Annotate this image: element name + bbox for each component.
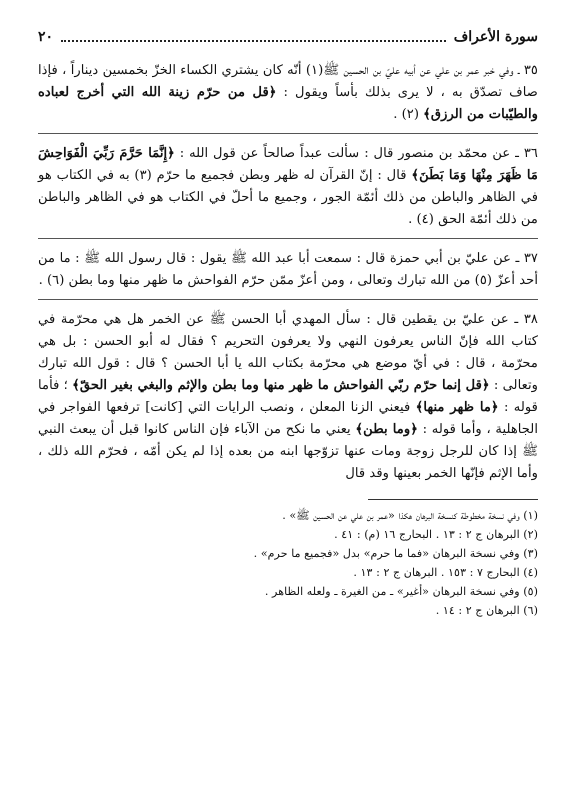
- entry-text: ٣٦ ـ عن محمّد بن منصور قال : سألت عبداً صالحاً عن قول الله :: [174, 146, 538, 161]
- quran-verse: ﴿ما ظهر منها﴾: [415, 400, 499, 415]
- quran-verse: ﴿قل إنما حرّم ربّي الفواحش ما ظهر منها وما بطن والإثم والبغي بغير الحقّ﴾: [72, 378, 490, 393]
- quran-verse: ﴿قل من حرّم زينة الله التي أخرج لعباده والطيّبات من الرزق﴾: [38, 85, 538, 122]
- entry-divider: [38, 299, 538, 300]
- entry-text: فيعني الزنا المعلن ، ونصب الرايات التي [كانت] ترفعها الفواجر في الجاهلية ، وأما قوله :: [38, 400, 538, 437]
- footnote: (٥) وفي نسخة البرهان «أغير» ـ من الغيرة ـ ولعله الظاهر .: [264, 585, 538, 598]
- footnote: (٣) وفي نسخة البرهان «فما ما حرم» بدل «فجميع ما حرم» .: [253, 547, 538, 560]
- entry-text: يعني ما نكح من الآباء فإن الناس كانوا قبل أن يبعث النبي ﷺ إذا كان للرجل زوجة ومات عنها تزوّجها ابنه من بعده إذا لم يكن أمّه ، فحرّم الله ذلك ، وأما الإثم فإنّها الخمر بعينها وقد قال: [38, 422, 538, 481]
- footnote: (١) وفي نسخة مخطوطة كنسخة البرهان هكذا «عمر بن علي عن الحسين ﷺ» .: [282, 509, 538, 522]
- entry-text: ٣٥ ـ وفي خبر عمر بن علي عن أبيه عليّ بن الحسين ﷺ: [323, 63, 538, 78]
- quran-verse: ﴿إِنَّمَا حَرَّمَ رَبِّيَ الْفَوَاحِشَ مَا ظَهَرَ مِنْهَا وَمَا بَطَنَ﴾: [38, 146, 538, 183]
- footnote: (٦) البرهان ج ٢ : ١٤ .: [435, 604, 538, 617]
- entry-text: ٣٧ ـ عن عليّ بن أبي حمزة قال : سمعت أبا عبد الله ﷺ يقول : قال رسول الله ﷺ : ما من أحد أعزّ (٥) من الله تبارك وتعالى ، ومن أعزّ ممّن حرّم الفواحش ما ظهر منها وما بطن (٦) .: [38, 251, 538, 288]
- entry-divider: [38, 238, 538, 239]
- page-number: ٢٠: [38, 29, 54, 45]
- footnotes-rule: [368, 499, 538, 500]
- hadith-entry-37: [38, 248, 538, 292]
- entry-text: ٣٨ ـ عن عليّ بن يقطين قال : سأل المهدي أبا الحسن ﷺ عن الخمر هل هي محرّمة في كتاب الله فإنّ الناس يعرفون النهي ولا يعرفون التحريم ؟ فقال له أبو الحسن : بل هي محرّمة ، قال : في أيّ موضع هي محرّمة بكتاب الله يا أبا الحسن ؟ قال : قول الله تبارك وتعالى :: [38, 312, 538, 393]
- header-dotted-leader: [61, 40, 446, 42]
- footnotes: [38, 506, 538, 620]
- footnote: (٢) البرهان ج ٢ : ١٣ . البحارج ١٦ (م) : ٤١ .: [334, 528, 538, 541]
- hadith-entry-36: [38, 143, 538, 231]
- book-page: [38, 24, 538, 797]
- footnote-marker: (٢) .: [393, 107, 424, 122]
- footnote: (٤) البحارج ٧ : ١٥٣ . البرهان ج ٢ : ١٣ .: [353, 566, 538, 579]
- entry-divider: [38, 133, 538, 134]
- page-header: [38, 24, 538, 50]
- quran-verse: ﴿وما بطن﴾: [355, 422, 418, 437]
- footnote-marker: (١): [305, 63, 324, 78]
- entry-text: قال : إنّ القرآن له ظهر وبطن فجميع ما حرّم (٣) به في الكتاب هو في الظاهر والباطن من ذلك أئمّة الجور ، وجميع ما أحلّ في الكتاب هو في الظاهر والباطن من ذلك أئمّة الحق (٤) .: [38, 168, 538, 227]
- surah-title: سورة الأعراف: [453, 29, 538, 45]
- hadith-entries: [38, 60, 538, 485]
- hadith-entry-35: [38, 60, 538, 126]
- entry-text: ؛ فأما قوله :: [38, 378, 538, 415]
- entry-text: أنّه كان يشتري الكساء الخزّ بخمسين ديناراً ، فإذا صاف تصدّق به ، لا يرى بذلك بأساً ويقول :: [38, 63, 538, 100]
- hadith-entry-38: [38, 309, 538, 485]
